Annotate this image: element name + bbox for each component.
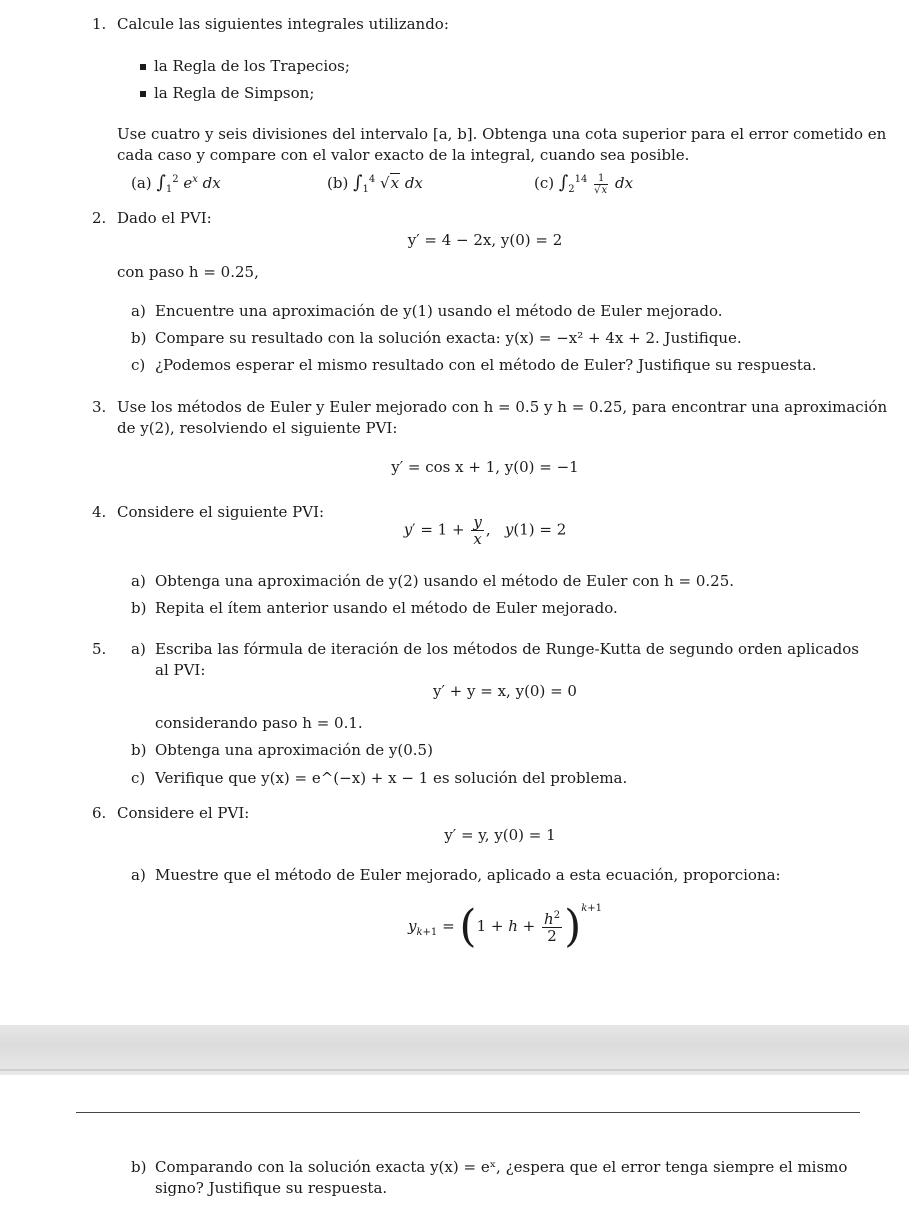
problem-1-intro: Calcule las siguientes integrales utilizando: [117,15,449,33]
problem-4-b-label: b) [131,599,147,617]
problem-1-bullet-trapecios: la Regla de los Trapecios; [154,57,350,75]
problem-5-c-label: c) [131,769,146,787]
problem-5-b-text: Obtenga una aproximación de y(0.5) [155,741,433,759]
integral-c: $\int_2^{14}$ $\frac{1}{√x}$ dx [558,172,634,196]
page-divider [76,1112,860,1113]
problem-1-part-a [131,172,221,194]
problem-4-number: 4. [92,503,107,521]
problem-1-text-line1: Use cuatro y seis divisiones del intervalo [a, b]. Obtenga una cota superior para el error cometido en [117,125,887,143]
problem-4-b-text: Repita el ítem anterior usando el método de Euler mejorado. [155,599,618,617]
problem-5-c-text: Verifique que y(x) = e^(−x) + x − 1 es solución del problema. [155,769,628,787]
problem-6-equation: y′ = y, y(0) = 1 [444,826,556,844]
problem-2-intro: Dado el PVI: [117,209,212,227]
problem-2-c-label: c) [131,356,146,374]
part-b-label: (b) [327,174,349,192]
problem-1-bullet-simpson: la Regla de Simpson; [154,84,315,102]
page-gap [0,1025,909,1075]
problem-3-line1: Use los métodos de Euler y Euler mejorado con h = 0.5 y h = 0.25, para encontrar una aproximación [117,398,888,416]
problem-2-a-text: Encuentre una aproximación de y(1) usando el método de Euler mejorado. [155,302,723,320]
bullet-icon [140,91,146,97]
problem-4-equation: y′ = 1 + $\frac{y}{x}$ , y(1) = 2 [403,513,567,548]
integral-a: $\int_1^2$ $e^x$ dx [156,172,221,195]
problem-2-number: 2. [92,209,107,227]
problem-5-a-label: a) [131,640,146,658]
problem-5-number: 5. [92,640,107,658]
problem-1-part-c [534,172,633,196]
problem-6-intro: Considere el PVI: [117,804,250,822]
problem-3-line2: de y(2), resolviendo el siguiente PVI: [117,419,398,437]
problem-2-c-text: ¿Podemos esperar el mismo resultado con el método de Euler? Justifique su respuesta. [155,356,817,374]
bullet-icon [140,64,146,70]
problem-2-step: con paso h = 0.25, [117,263,259,281]
problem-2-b-label: b) [131,329,147,347]
problem-6-a-label: a) [131,866,146,884]
problem-3-equation: y′ = cos x + 1, y(0) = −1 [391,458,579,476]
part-c-label: (c) [534,174,555,192]
problem-5-a-line1: Escriba las fórmula de iteración de los métodos de Runge-Kutta de segundo orden aplicados [155,640,859,658]
integral-b: $\int_1^4$ √x dx [353,172,423,195]
problem-6-b-label: b) [131,1158,147,1176]
problem-1-text-line2: cada caso y compare con el valor exacto de la integral, cuando sea posible. [117,146,690,164]
problem-5-a-line2: al PVI: [155,661,206,679]
problem-3-number: 3. [92,398,107,416]
problem-5-step: considerando paso h = 0.1. [155,714,363,732]
part-a-label: (a) [131,174,152,192]
problem-6-number: 6. [92,804,107,822]
problem-6-b-line2: signo? Justifique su respuesta. [155,1179,388,1197]
problem-4-a-text: Obtenga una aproximación de y(2) usando el método de Euler con h = 0.25. [155,572,735,590]
problem-6-a-text: Muestre que el método de Euler mejorado, aplicado a esta ecuación, proporciona: [155,866,781,884]
problem-5-equation: y′ + y = x, y(0) = 0 [433,682,577,700]
problem-2-equation: y′ = 4 − 2x, y(0) = 2 [407,231,563,249]
problem-2-b-text: Compare su resultado con la solución exacta: y(x) = −x² + 4x + 2. Justifique. [155,329,742,347]
page-gap-line [0,1069,909,1071]
problem-6-b-line1: Comparando con la solución exacta y(x) = eˣ, ¿espera que el error tenga siempre el mismo [155,1158,848,1176]
problem-1-number: 1. [92,15,107,33]
problem-1-part-b [327,172,423,194]
problem-6-formula: $y_{k+1} = (1 + h$ + $\frac{h^2}{2}$ )$^{k+1}$ [408,901,603,952]
problem-2-a-label: a) [131,302,146,320]
problem-5-b-label: b) [131,741,147,759]
problem-4-a-label: a) [131,572,146,590]
problem-4-intro: Considere el siguiente PVI: [117,503,325,521]
